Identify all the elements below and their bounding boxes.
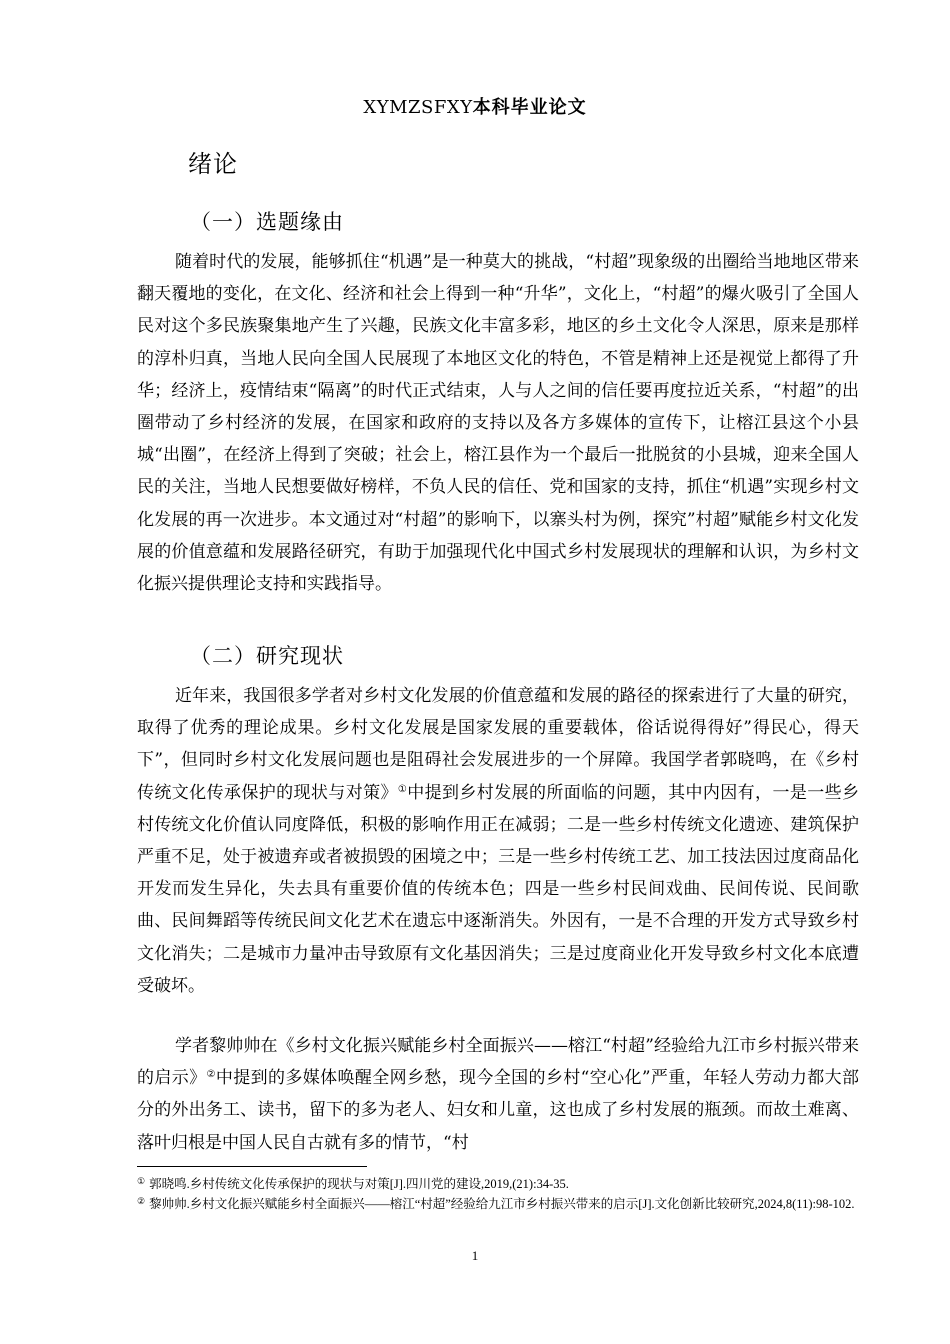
- footnote-1: [137, 1172, 859, 1194]
- footnote-text: 黎帅帅.乡村文化振兴赋能乡村全面振兴——榕江“村超”经验给九江市乡村振兴带来的启示[J].文化创新比较研究,2024,8(11):98-102.: [149, 1197, 855, 1211]
- running-header: [0, 93, 950, 119]
- paragraph-text: 中提到的多媒体唤醒全网乡愁，现今全国的乡村“空心化”严重，年轻人劳动力都大部分的外出务工、读书，留下的多为老人、妇女和儿童，这也成了乡村发展的瓶颈。而故土难离、落叶归根是中国人民自古就有多的情节，“村: [137, 1068, 860, 1153]
- paragraph-text: 近年来，我国很多学者对乡村文化发展的价值意蕴和发展的路径的探索进行了大量的研究，取得了优秀的理论成果。乡村文化发展是国家发展的重要载体，俗话说得得好”得民心，得天下”，但同时乡村文化发展问题也是阻碍社会发展进步的一个屏障。我国学者郭晓鸣，在《乡村传统文化传承保护的现状与对策》: [137, 686, 859, 803]
- footnote-separator: [137, 1166, 367, 1167]
- paragraph-text: 中提到乡村发展的所面临的问题，其中内因有，一是一些乡村传统文化价值认同度降低，积极的影响作用正在减弱；二是一些乡村传统文化遗迹、建筑保护严重不足，处于被遗弃或者被损毁的困境之中；三是一些乡村传统工艺、加工技法因过度商品化开发而发生异化，失去具有重要价值的传统本色；四是一些乡村民间戏曲、民间传说、民间歌曲、民间舞蹈等传统民间文化艺术在遗忘中逐渐消失。外因有，一是不合理的开发方式导致乡村文化消失；二是城市力量冲击导致原有文化基因消失；三是过度商业化开发导致乡村文化本底遭受破坏。: [137, 782, 860, 996]
- section2-paragraph-1: [137, 680, 859, 1002]
- section2-paragraph-2: [137, 1030, 859, 1159]
- footnote-text: 郭晓鸣.乡村传统文化传承保护的现状与对策[J].四川党的建设,2019,(21):34-35.: [149, 1177, 569, 1191]
- chapter-title: 绪论: [188, 150, 238, 178]
- page-number: 1: [471, 1248, 479, 1263]
- footnote-reference-1[interactable]: ①: [397, 783, 408, 795]
- section-heading-2: （二）研究现状: [190, 644, 344, 668]
- section1-paragraph: 随着时代的发展，能够抓住“机遇”是一种莫大的挑战，“村超”现象级的出圈给当地地区带来翻天覆地的变化，在文化、经济和社会上得到一种“升华”，文化上，“村超”的爆火吸引了全国人民对这个多民族聚集地产生了兴趣，民族文化丰富多彩，地区的乡土文化令人深思，原来是那样的淳朴归真，当地人民向全国人民展现了本地区文化的特色，不管是精神上还是视觉上都得了升华；经济上，疫情结束“隔离”的时代正式结束，人与人之间的信任要再度拉近关系，“村超”的出圈带动了乡村经济的发展，在国家和政府的支持以及各方多媒体的宣传下，让榕江县这个小县城“出圈”，在经济上得到了突破；社会上，榕江县作为一个最后一批脱贫的小县城，迎来全国人民的关注，当地人民想要做好榜样，不负人民的信任、党和国家的支持，抓住“机遇”实现乡村文化发展的再一次进步。本文通过对“村超”的影响下，以寨头村为例，探究”村超”赋能乡村文化发展的价值意蕴和发展路径研究，有助于加强现代化中国式乡村发展现状的理解和认识，为乡村文化振兴提供理论支持和实践指导。: [137, 252, 859, 595]
- header-title: 本科毕业论文: [472, 97, 587, 118]
- footnote-reference-2[interactable]: ②: [206, 1069, 216, 1081]
- section-heading-1: （一）选题缘由: [190, 210, 344, 234]
- footnote-mark: ②: [137, 1196, 146, 1206]
- paragraph-text: 学者黎帅帅在《乡村文化振兴赋能乡村全面振兴——榕江“村超”经验给九江市乡村振兴带来的启示》: [137, 1036, 859, 1089]
- footnote-2: [137, 1192, 859, 1214]
- header-latin: XYMZSFXY: [363, 97, 473, 118]
- footnote-mark: ①: [137, 1176, 146, 1186]
